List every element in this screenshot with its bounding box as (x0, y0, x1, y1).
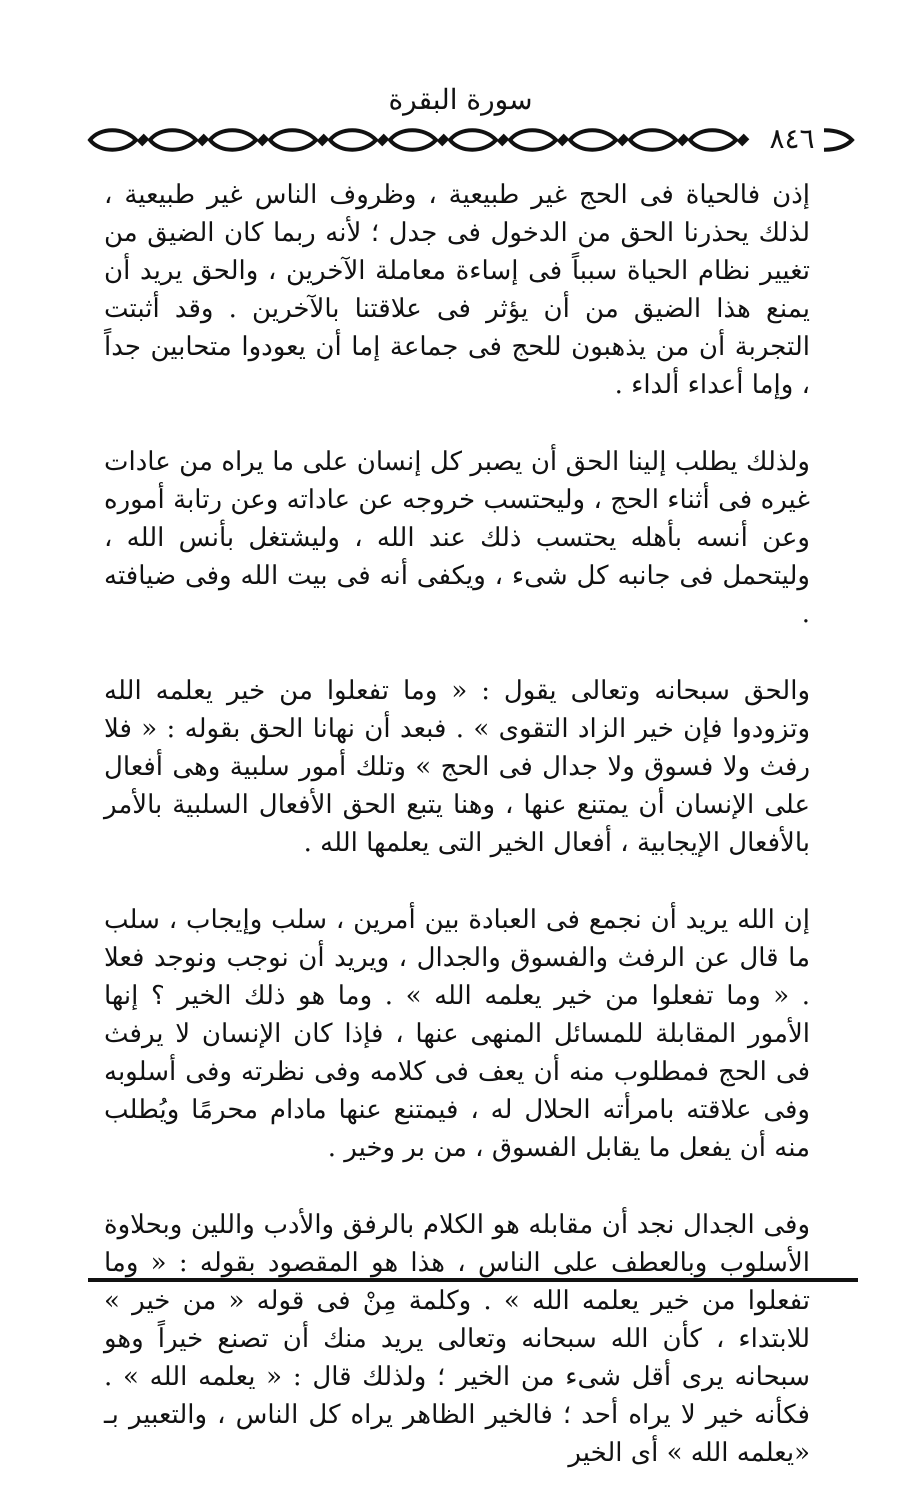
page-header (0, 0, 921, 170)
ornamental-border (86, 120, 858, 160)
body-paragraph: ولذلك يطلب إلينا الحق أن يصبر كل إنسان على ما يراه من عادات غيره فى أثناء الحج ، وليحتسب خروجه عن عاداته وعن رتابة أموره وعن أنسه بأهله يحتسب ذلك عند الله ، وليشتغل بأنس الله ، وليتحمل فى جانبه كل شىء ، ويكفى أنه فى بيت الله وفى ضيافته . (104, 447, 810, 629)
page-body (104, 176, 810, 1511)
body-paragraph: وفى الجدال نجد أن مقابله هو الكلام بالرفق والأدب واللين وبحلاوة الأسلوب وبالعطف على الناس ، هذا هو المقصود بقوله : « وما تفعلوا من خير يعلمه الله » . وكلمة مِنْ فى قوله « من خير » للابتداء ، كأن الله سبحانه وتعالى يريد منك أن تصنع خيراً وهو سبحانه يرى أقل شىء من الخير ؛ ولذلك قال : « يعلمه الله » . فكأنه خير لا يراه أحد ؛ فالخير الظاهر يراه كل الناس ، والتعبير بـ «يعلمه الله » أى الخير (104, 1210, 811, 1468)
body-paragraph: إذن فالحياة فى الحج غير طبيعية ، وظروف الناس غير طبيعية ، لذلك يحذرنا الحق من الدخول فى جدل ؛ لأنه ربما كان الضيق من تغيير نظام الحياة سبباً فى إساءة معاملة الآخرين ، والحق يريد أن يمنع هذا الضيق من أن يؤثر فى علاقتنا بالآخرين . وقد أثبتت التجربة أن من يذهبون للحج فى جماعة إما أن يعودوا متحابين جداً ، وإما أعداء ألداء . (104, 180, 810, 400)
body-paragraph: والحق سبحانه وتعالى يقول : « وما تفعلوا من خير يعلمه الله وتزودوا فإن خير الزاد التقوى » . فبعد أن نهانا الحق بقوله : « فلا رفث ولا فسوق ولا جدال فى الحج » وتلك أمور سلبية وهى أفعال على الإنسان أن يمتنع عنها ، وهنا يتبع الحق الأفعال السلبية بالأمر بالأفعال الإيجابية ، أفعال الخير التى يعلمها الله . (104, 676, 810, 858)
surah-title: سورة البقرة (388, 83, 533, 116)
body-paragraph: إن الله يريد أن نجمع فى العبادة بين أمرين ، سلب وإيجاب ، سلب ما قال عن الرفث والفسوق والجدال ، ويريد أن نوجب ونوجد فعلا . « وما تفعلوا من خير يعلمه الله » . وما هو ذلك الخير ؟ إنها الأمور المقابلة للمسائل المنهى عنها ، فإذا كان الإنسان لا يرفث فى الحج فمطلوب منه أن يعف فى كلامه وفى نظرته وفى أسلوبه وفى علاقته بامرأته الحلال له ، فيمتنع عنها مادام محرمًا ويُطلب منه أن يفعل ما يقابل الفسوق ، من بر وخير . (104, 905, 810, 1163)
bottom-rule (88, 1278, 858, 1282)
page-number: ٨٤٦ (760, 122, 824, 156)
